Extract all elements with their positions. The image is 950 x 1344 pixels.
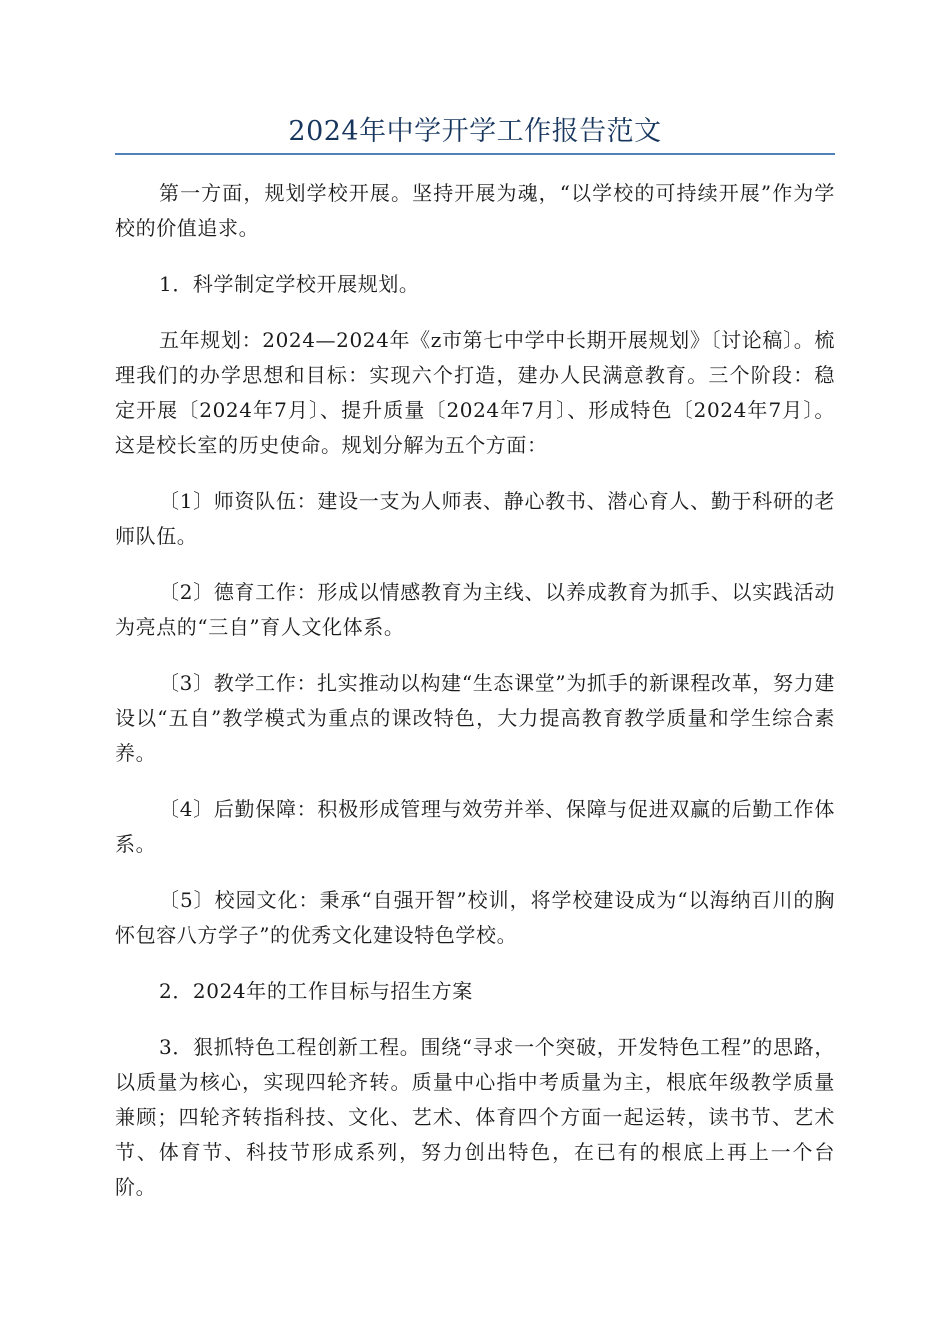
paragraph-item-logistics: 〔4〕后勤保障：积极形成管理与效劳并举、保障与促进双赢的后勤工作体系。 [115,797,835,856]
title-underline [115,153,835,155]
paragraph-item-campus-culture: 〔5〕校园文化：秉承“自强开智”校训，将学校建设成为“以海纳百川的胸怀包容八方学子”的优秀文化建设特色学校。 [115,888,835,947]
paragraph-heading-1: 1．科学制定学校开展规划。 [159,272,420,296]
paragraph-item-teaching: 〔3〕教学工作：扎实推动以构建“生态课堂”为抓手的新课程改革，努力建设以“五自”教学模式为重点的课改特色，大力提高教育教学质量和学生综合素养。 [115,671,835,765]
paragraph-heading-2: 2．2024年的工作目标与招生方案 [159,979,473,1003]
document-body [115,176,835,1226]
paragraph-heading-3: 3．狠抓特色工程创新工程。围绕“寻求一个突破，开发特色工程”的思路，以质量为核心，实现四轮齐转。质量中心指中考质量为主，根底年级教学质量兼顾；四轮齐转指科技、文化、艺术、体育四个方面一起运转，读书节、艺术节、体育节、科技节形成系列，努力创出特色，在已有的根底上再上一个台阶。 [115,1035,835,1199]
paragraph-item-moral-education: 〔2〕德育工作：形成以情感教育为主线、以养成教育为抓手、以实践活动为亮点的“三自”育人文化体系。 [115,580,835,639]
paragraph-item-teachers: 〔1〕师资队伍：建设一支为人师表、静心教书、潜心育人、勤于科研的老师队伍。 [115,489,835,548]
paragraph-planning-intro: 第一方面，规划学校开展。坚持开展为魂，“以学校的可持续开展”作为学校的价值追求。 [115,181,835,240]
paragraph-five-year-plan: 五年规划：2024—2024年《z市第七中学中长期开展规划》〔讨论稿〕。梳理我们的办学思想和目标：实现六个打造，建办人民满意教育。三个阶段：稳定开展〔2024年7月〕、提升质量〔2024年7月〕、形成特色〔2024年7月〕。这是校长室的历史使命。规划分解为五个方面： [115,328,835,457]
document-title: 2024年中学开学工作报告范文 [288,116,662,147]
